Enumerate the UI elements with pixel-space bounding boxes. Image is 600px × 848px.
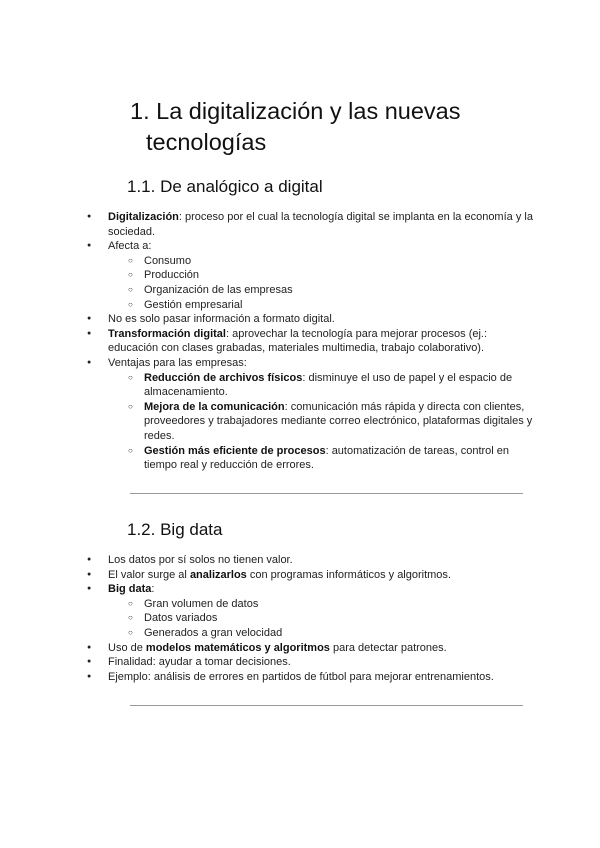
section-heading-big-data: 1.2. Big data [127, 520, 223, 539]
list-item: ● Uso de modelos matemáticos y algoritmos para detectar patrones. [80, 641, 540, 656]
list-item: ● Los datos por sí solos no tienen valor. [80, 553, 540, 568]
section-divider [130, 705, 523, 706]
list-item: ● Big data: [80, 582, 540, 597]
section2-list [80, 553, 540, 684]
list-item: ● Digitalización: proceso por el cual la tecnología digital se implanta en la economía y la sociedad. [80, 210, 540, 239]
list-item: ● Finalidad: ayudar a tomar decisiones. [80, 655, 540, 670]
page-title [130, 96, 570, 158]
sub-list-item: ○ Organización de las empresas [80, 283, 540, 298]
sub-list-item: ○ Consumo [80, 254, 540, 269]
sub-list-item: ○ Gestión empresarial [80, 298, 540, 313]
list-item: ● Transformación digital: aprovechar la tecnología para mejorar procesos (ej.: educación con clases grabadas, materiales multimedia, trabajo colaborativo). [80, 327, 540, 356]
list-item: ● El valor surge al analizarlos con programas informáticos y algoritmos. [80, 568, 540, 583]
list-item: ● No es solo pasar información a formato digital. [80, 312, 540, 327]
page-title-line-1: 1. La digitalización y las nuevas [130, 98, 461, 124]
list-item: ● Ventajas para las empresas: [80, 356, 540, 371]
section-heading-analog-digital: 1.1. De analógico a digital [127, 177, 323, 196]
section-divider [130, 493, 523, 494]
sub-list-item: ○ Producción [80, 268, 540, 283]
sub-list-item: ○ Generados a gran velocidad [80, 626, 540, 641]
sub-list-item: ○ Datos variados [80, 611, 540, 626]
sub-list-item: ○ Gestión más eficiente de procesos: automatización de tareas, control en tiempo real y reducción de errores. [80, 444, 540, 473]
page-title-line-2: tecnologías [146, 129, 267, 155]
sub-list-item: ○ Gran volumen de datos [80, 597, 540, 612]
list-item: ● Ejemplo: análisis de errores en partidos de fútbol para mejorar entrenamientos. [80, 670, 540, 685]
sub-list-item: ○ Mejora de la comunicación: comunicación más rápida y directa con clientes, proveedores y trabajadores mediante correo electrónico, plataformas digitales y redes. [80, 400, 540, 444]
section1-list [80, 210, 540, 473]
list-item: ● Afecta a: [80, 239, 540, 254]
sub-list-item: ○ Reducción de archivos físicos: disminuye el uso de papel y el espacio de almacenamiento. [80, 371, 540, 400]
